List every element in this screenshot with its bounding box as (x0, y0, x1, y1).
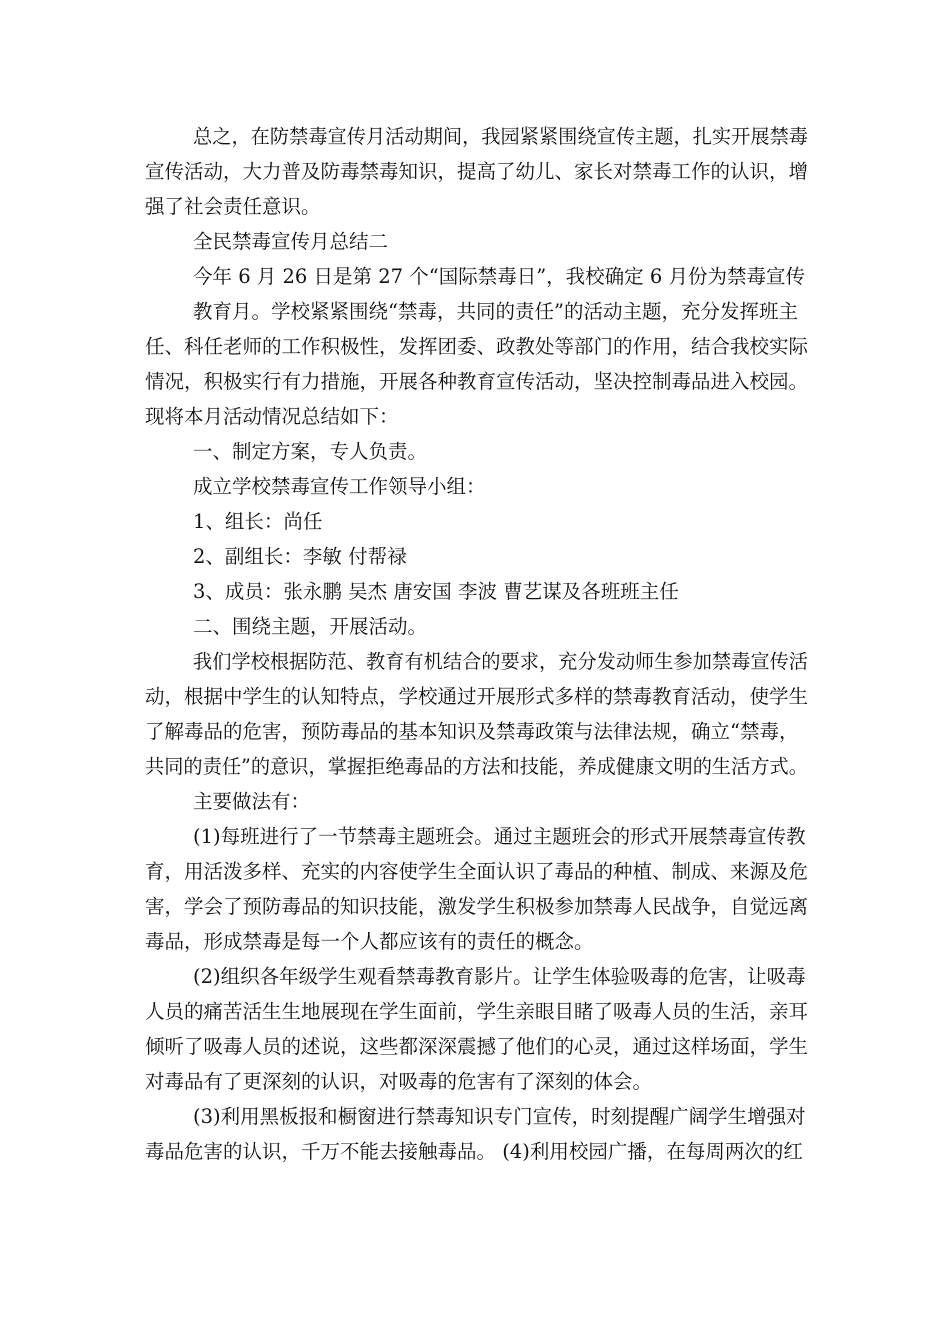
text-line: 总之，在防禁毒宣传月活动期间，我园紧紧围绕宣传主题，扎实开展禁毒 (193, 125, 809, 148)
list-item: 2、副组长：李敏 付帮禄 (193, 545, 407, 568)
list-item: 3、成员：张永鹏 吴杰 唐安国 李波 曹艺谋及各班班主任 (193, 580, 679, 603)
text-line: 强了社会责任意识。 (145, 195, 321, 218)
list-item: 1、组长：尚任 (193, 510, 323, 533)
text-line: 育，用活泼多样、充实的内容使学生全面认识了毒品的种植、制成、来源及危 (145, 860, 809, 883)
text-line: 毒品危害的认识，千万不能去接触毒品。 (4)利用校园广播，在每周两次的红 (145, 1140, 803, 1163)
text-line: 倾听了吸毒人员的述说，这些都深深震撼了他们的心灵，通过这样场面，学生 (145, 1035, 809, 1058)
section-title: 全民禁毒宣传月总结二 (193, 230, 389, 253)
text-line: 任、科任老师的工作积极性，发挥团委、政教处等部门的作用，结合我校实际 (145, 335, 809, 358)
text-line: (3)利用黑板报和橱窗进行禁毒知识专门宣传，时刻提醒广阔学生增强对 (193, 1105, 806, 1128)
text-line: (1)每班进行了一节禁毒主题班会。通过主题班会的形式开展禁毒宣传教 (193, 825, 806, 848)
text-line: 现将本月活动情况总结如下： (145, 405, 399, 428)
text-line: 动，根据中学生的认知特点，学校通过开展形式多样的禁毒教育活动，使学生 (145, 685, 809, 708)
text-line: 情况，积极实行有力措施，开展各种教育宣传活动，坚决控制毒品进入校园。 (145, 370, 809, 393)
text-line: 毒品，形成禁毒是每一个人都应该有的责任的概念。 (145, 930, 594, 953)
text-line: 教育月。学校紧紧围绕“禁毒，共同的责任”的活动主题，充分发挥班主 (193, 300, 798, 323)
heading-item: 一、制定方案，专人负责。 (193, 440, 428, 463)
text-line: 我们学校根据防范、教育有机结合的要求，充分发动师生参加禁毒宣传活 (193, 650, 809, 673)
text-line: 对毒品有了更深刻的认识，对吸毒的危害有了深刻的体会。 (145, 1070, 653, 1093)
heading-item: 二、围绕主题，开展活动。 (193, 615, 428, 638)
text-line: 人员的痛苦活生生地展现在学生面前，学生亲眼目睹了吸毒人员的生活，亲耳 (145, 1000, 809, 1023)
text-line: 今年 6 月 26 日是第 27 个“国际禁毒日”，我校确定 6 月份为禁毒宣传 (193, 265, 805, 288)
text-line: 成立学校禁毒宣传工作领导小组： (193, 475, 486, 498)
text-line: 主要做法有： (193, 790, 311, 813)
text-line: 了解毒品的危害，预防毒品的基本知识及禁毒政策与法律法规，确立“禁毒， (145, 720, 799, 743)
text-line: (2)组织各年级学生观看禁毒教育影片。让学生体验吸毒的危害，让吸毒 (193, 965, 806, 988)
text-line: 害，学会了预防毒品的知识技能，激发学生积极参加禁毒人民战争，自觉远离 (145, 895, 809, 918)
text-line: 宣传活动，大力普及防毒禁毒知识，提高了幼儿、家长对禁毒工作的认识，增 (145, 160, 809, 183)
text-line: 共同的责任”的意识，掌握拒绝毒品的方法和技能，养成健康文明的生活方式。 (145, 755, 808, 778)
